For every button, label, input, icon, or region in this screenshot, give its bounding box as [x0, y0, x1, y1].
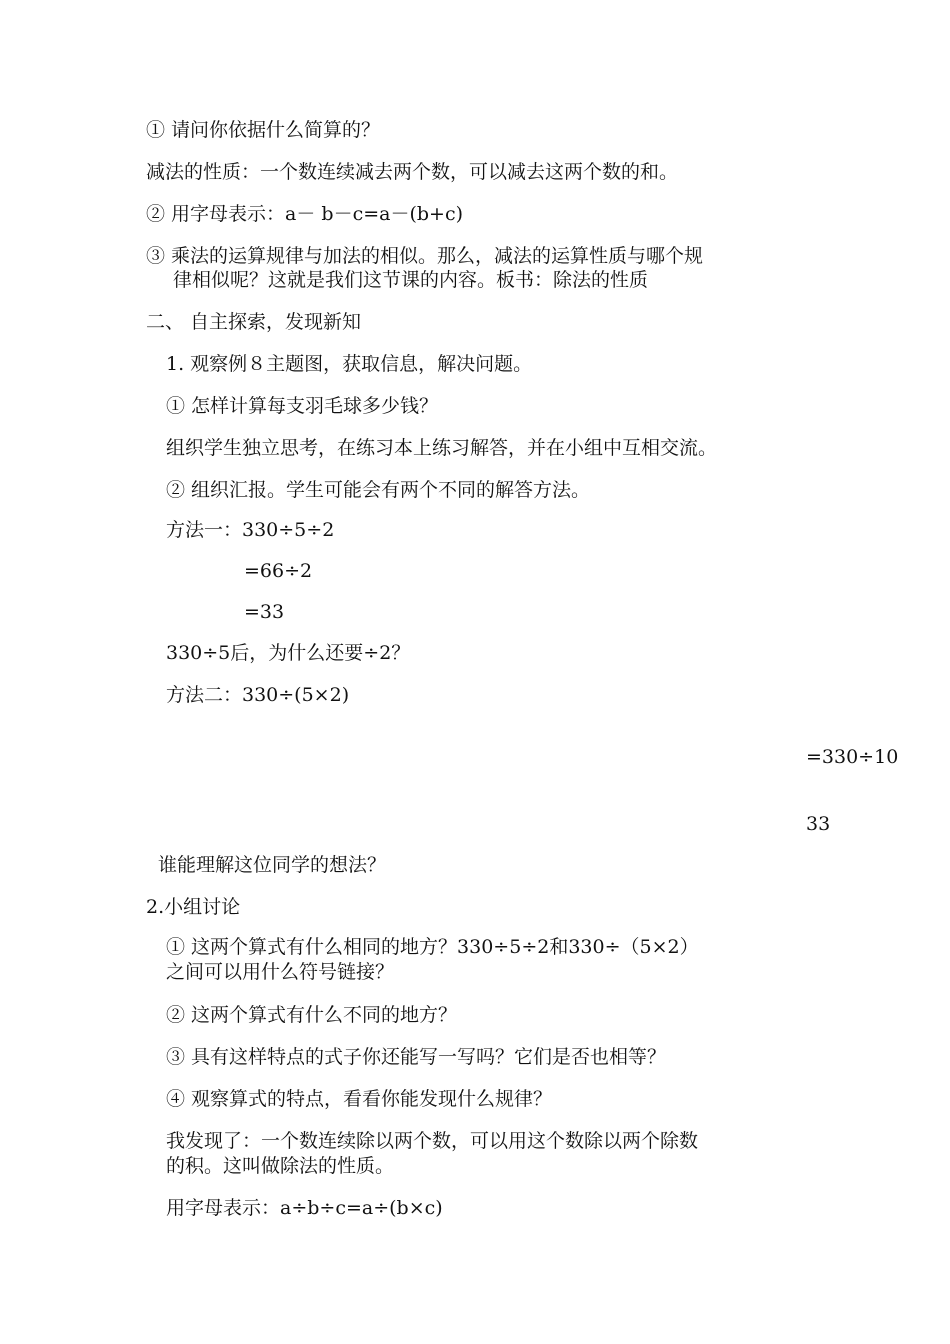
- group-discussion-heading: 2.小组讨论: [146, 896, 241, 918]
- method-2-step-2: =330÷10: [806, 746, 899, 768]
- method-2: 方法二：330÷(5×2): [166, 684, 350, 706]
- analogy-line-2: 律相似呢？这就是我们这节课的内容。板书：除法的性质: [173, 269, 649, 291]
- discussion-q3: ③ 具有这样特点的式子你还能写一写吗？它们是否也相等？: [166, 1046, 667, 1068]
- organize-thinking: 组织学生独立思考，在练习本上练习解答，并在小组中互相交流。: [166, 437, 718, 459]
- discussion-q1-line-2: 之间可以用什么符号链接？: [166, 961, 395, 983]
- discovery-line-1: 我发现了：一个数连续除以两个数，可以用这个数除以两个除数: [166, 1130, 699, 1152]
- question-basis: ① 请问你依据什么简算的？: [146, 119, 381, 141]
- step-1-heading: 1. 观察例８主题图，获取信息，解决问题。: [166, 353, 533, 375]
- organize-report: ② 组织汇报。学生可能会有两个不同的解答方法。: [166, 479, 591, 501]
- method-1-step-2: =66÷2: [244, 560, 313, 582]
- understanding-question: 谁能理解这位同学的想法？: [158, 854, 387, 876]
- subtraction-formula: ② 用字母表示：a－ b－c=a－(b+c): [146, 203, 464, 225]
- method-1-question: 330÷5后，为什么还要÷2？: [166, 642, 411, 664]
- section-heading-2: 二、 自主探索，发现新知: [146, 311, 362, 333]
- subtraction-property: 减法的性质：一个数连续减去两个数，可以减去这两个数的和。: [146, 161, 679, 183]
- discussion-q4: ④ 观察算式的特点，看看你能发现什么规律？: [166, 1088, 553, 1110]
- method-1-result: =33: [244, 601, 285, 623]
- discussion-q2: ② 这两个算式有什么不同的地方？: [166, 1004, 458, 1026]
- method-1: 方法一：330÷5÷2: [166, 519, 335, 541]
- discovery-line-2: 的积。这叫做除法的性质。: [166, 1155, 395, 1177]
- division-formula: 用字母表示：a÷b÷c=a÷(b×c): [166, 1197, 443, 1219]
- discussion-q1-line-1: ① 这两个算式有什么相同的地方？330÷5÷2和330÷（5×2）: [166, 936, 699, 958]
- method-2-result: 33: [806, 813, 831, 835]
- analogy-line-1: ③ 乘法的运算规律与加法的相似。那么，减法的运算性质与哪个规: [146, 245, 704, 267]
- question-price: ① 怎样计算每支羽毛球多少钱？: [166, 395, 439, 417]
